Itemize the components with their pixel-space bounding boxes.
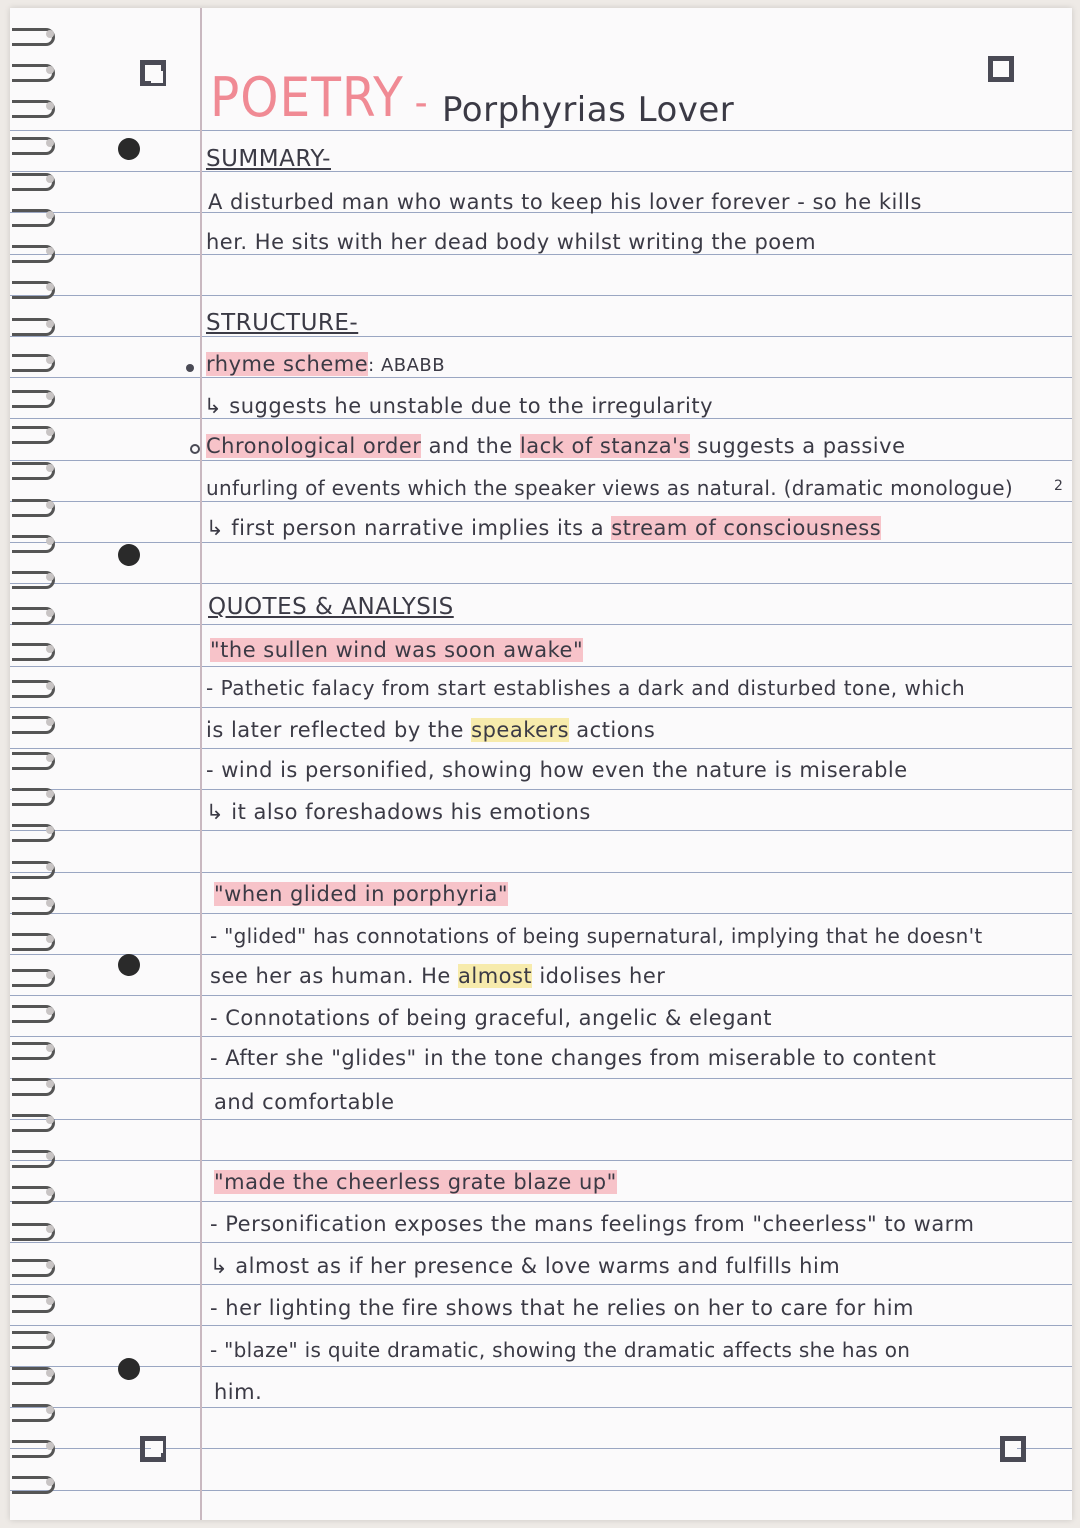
ruled-line xyxy=(10,707,1072,708)
spiral-coil xyxy=(12,1110,56,1132)
ruled-line xyxy=(10,624,1072,625)
poem-title: Porphyrias Lover xyxy=(442,90,735,130)
corner-mark-icon xyxy=(988,56,1014,82)
analysis-line: ↳ almost as if her presence & love warms and fulfills him xyxy=(210,1254,841,1278)
spiral-coil xyxy=(12,820,56,842)
analysis-line: - Connotations of being graceful, angelic & elegant xyxy=(210,1006,772,1030)
ruled-line xyxy=(10,1078,1072,1079)
spiral-coil xyxy=(12,422,56,444)
ruled-line xyxy=(10,1119,1072,1120)
spiral-coil xyxy=(12,965,56,987)
analysis-line: - "blaze" is quite dramatic, showing the dramatic affects she has on xyxy=(210,1338,911,1362)
corner-mark-icon xyxy=(140,60,166,86)
notebook-page xyxy=(10,8,1072,1520)
ruled-line xyxy=(10,1242,1072,1243)
spiral-coil xyxy=(12,1436,56,1458)
spiral-coil xyxy=(12,748,56,770)
ruled-line xyxy=(10,1036,1072,1037)
ruled-line xyxy=(10,1325,1072,1326)
quote-2: "when glided in porphyria" xyxy=(214,882,508,906)
margin-note: 2 xyxy=(1054,478,1064,494)
ruled-line xyxy=(10,1201,1072,1202)
page-title: POETRY - xyxy=(210,66,429,129)
ruled-line xyxy=(10,872,1072,873)
ruled-line xyxy=(10,501,1072,502)
bullet-icon xyxy=(190,444,200,454)
analysis-line: - Personification exposes the mans feelings from "cheerless" to warm xyxy=(210,1212,975,1236)
ruled-line xyxy=(10,1284,1072,1285)
spiral-coil xyxy=(12,567,56,589)
spiral-coil xyxy=(12,893,56,915)
punch-hole xyxy=(118,1358,140,1380)
ruled-line xyxy=(10,789,1072,790)
spiral-coil xyxy=(12,676,56,698)
analysis-line: - "glided" has connotations of being supernatural, implying that he doesn't xyxy=(210,924,983,948)
summary-heading: SUMMARY- xyxy=(206,146,331,172)
analysis-line: - wind is personified, showing how even the nature is miserable xyxy=(206,758,908,782)
spiral-coil xyxy=(12,1327,56,1349)
first-person-line: ↳ first person narrative implies its a stream of consciousness xyxy=(206,516,882,540)
summary-line: A disturbed man who wants to keep his lover forever - so he kills xyxy=(208,190,922,214)
ruled-line xyxy=(10,377,1072,378)
spiral-coil xyxy=(12,169,56,191)
ruled-line xyxy=(10,171,1072,172)
spiral-coil xyxy=(12,350,56,372)
ruled-line xyxy=(10,130,1072,131)
chrono-line: Chronological order and the lack of stanza's suggests a passive xyxy=(206,434,906,458)
ruled-line xyxy=(10,583,1072,584)
spiral-coil xyxy=(12,96,56,118)
bullet-icon xyxy=(186,364,194,372)
analysis-line: ↳ it also foreshadows his emotions xyxy=(206,800,591,824)
ruled-line xyxy=(10,336,1072,337)
ruled-line xyxy=(10,830,1072,831)
analysis-line: - After she "glides" in the tone changes from miserable to content xyxy=(210,1046,937,1070)
spiral-coil xyxy=(12,1255,56,1277)
spiral-coil xyxy=(12,60,56,82)
ruled-line xyxy=(10,1448,1072,1449)
ruled-line xyxy=(10,748,1072,749)
analysis-line: and comfortable xyxy=(214,1090,395,1114)
ruled-line xyxy=(10,954,1072,955)
ruled-line xyxy=(10,295,1072,296)
punch-hole xyxy=(118,954,140,976)
spiral-coil xyxy=(12,784,56,806)
spiral-coil xyxy=(12,1074,56,1096)
unfurling-line: unfurling of events which the speaker views as natural. (dramatic monologue) xyxy=(206,476,1013,500)
ruled-line xyxy=(10,666,1072,667)
spiral-coil xyxy=(12,277,56,299)
spiral-coil xyxy=(12,857,56,879)
ruled-line xyxy=(10,460,1072,461)
ruled-line xyxy=(10,1366,1072,1367)
rhyme-scheme-line: rhyme scheme: ABABB xyxy=(206,352,446,376)
spiral-coil xyxy=(12,929,56,951)
spiral-binding xyxy=(10,8,70,1520)
spiral-coil xyxy=(12,133,56,155)
ruled-line xyxy=(10,913,1072,914)
ruled-line xyxy=(10,995,1072,996)
spiral-coil xyxy=(12,386,56,408)
analysis-line: is later reflected by the speakers actions xyxy=(206,718,656,742)
ruled-line xyxy=(10,542,1072,543)
spiral-coil xyxy=(12,24,56,46)
spiral-coil xyxy=(12,1146,56,1168)
spiral-coil xyxy=(12,1400,56,1422)
spiral-coil xyxy=(12,1001,56,1023)
spiral-coil xyxy=(12,712,56,734)
spiral-coil xyxy=(12,1182,56,1204)
spiral-coil xyxy=(12,639,56,661)
analysis-line: - her lighting the fire shows that he relies on her to care for him xyxy=(210,1296,914,1320)
ruled-line xyxy=(10,1407,1072,1408)
analysis-line: see her as human. He almost idolises her xyxy=(210,964,666,988)
quotes-heading: QUOTES & ANALYSIS xyxy=(208,594,454,620)
ruled-line xyxy=(10,418,1072,419)
punch-hole xyxy=(118,544,140,566)
spiral-coil xyxy=(12,1472,56,1494)
analysis-line: him. xyxy=(214,1380,263,1404)
spiral-coil xyxy=(12,603,56,625)
summary-line: her. He sits with her dead body whilst writing the poem xyxy=(206,230,817,254)
spiral-coil xyxy=(12,1363,56,1385)
analysis-line: - Pathetic falacy from start establishes a dark and disturbed tone, which xyxy=(206,676,966,700)
spiral-coil xyxy=(12,1038,56,1060)
rhyme-scheme-label: rhyme scheme xyxy=(206,352,369,376)
ruled-line xyxy=(10,1160,1072,1161)
structure-heading: STRUCTURE- xyxy=(206,310,359,336)
spiral-coil xyxy=(12,495,56,517)
quote-3: "made the cheerless grate blaze up" xyxy=(214,1170,617,1194)
margin-line xyxy=(200,8,202,1520)
spiral-coil xyxy=(12,241,56,263)
spiral-coil xyxy=(12,1219,56,1241)
corner-mark-icon xyxy=(140,1436,166,1462)
spiral-coil xyxy=(12,458,56,480)
spiral-coil xyxy=(12,531,56,553)
spiral-coil xyxy=(12,314,56,336)
spiral-coil xyxy=(12,1291,56,1313)
spiral-coil xyxy=(12,205,56,227)
quote-1: "the sullen wind was soon awake" xyxy=(210,638,584,662)
punch-hole xyxy=(118,138,140,160)
ruled-line xyxy=(10,1490,1072,1491)
corner-mark-icon xyxy=(1000,1436,1026,1462)
ruled-line xyxy=(10,254,1072,255)
rhyme-note: ↳ suggests he unstable due to the irregularity xyxy=(204,394,714,418)
